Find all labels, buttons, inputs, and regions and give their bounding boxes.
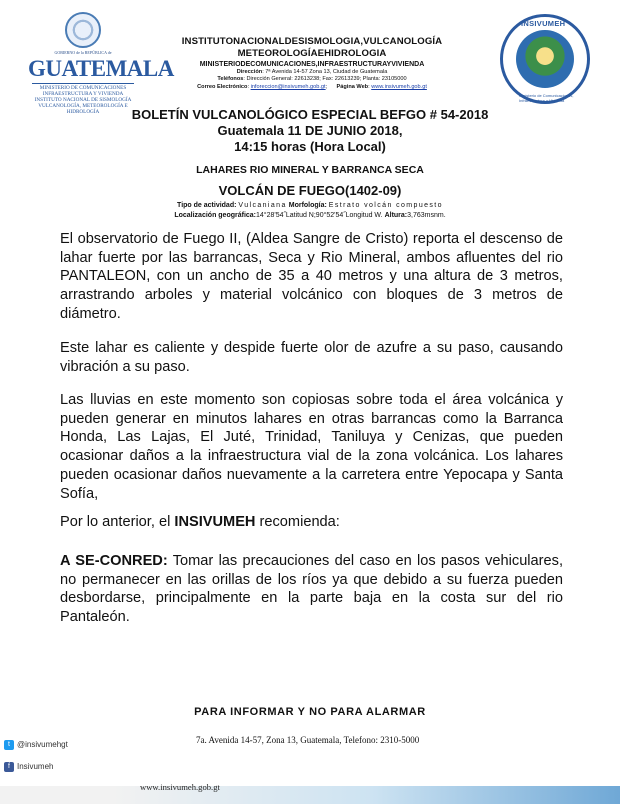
paragraph-rain: Las lluvias en este momento son copiosas sobre toda el área volcánica y pueden generar en minutos lahares en otras barrancas como la Barranca Honda, Las Lajas, El Juté, Trinidad, Taniluya y Cenizas, que pueden ocasionar daños a la infraestructura vial de la zona volcánica. Los lahares pueden ocasionar daños nuevamente a la carretera entre Yepocapa y Santa Sofía,: [60, 392, 563, 502]
institution-name-2: METEOROLOGÍAEHIDROLOGIA: [237, 48, 387, 59]
volcano-name: VOLCÁN DE FUEGO(1402-09): [218, 183, 402, 198]
web-label: Página Web: [336, 83, 369, 90]
twitter-handle[interactable]: [4, 740, 68, 750]
insivumeh-logo-ring: Ministerio de Comunicaciones, Infraestructura y Vivienda: [519, 93, 574, 103]
footer-address: 7a. Avenida 14-57, Zona 13, Guatemala, Telefono: 2310-5000: [196, 735, 420, 745]
address-label: Dirección: [236, 69, 263, 75]
web-link[interactable]: www.insivumeh.gob.gt: [371, 83, 427, 90]
volcano-meta-line-2: [0, 211, 620, 221]
insivumeh-logo-text: INSIVUMEH: [521, 19, 566, 28]
email-link[interactable]: inforeccion@insivumeh.gob.gt: [250, 83, 326, 90]
logo-sub-2: INFRAESTRUCTURA Y VIVIENDA: [42, 91, 124, 97]
institution-header: [142, 36, 482, 91]
insivumeh-logo: [500, 14, 590, 104]
twitter-text: @insivumehgt: [17, 740, 68, 750]
address-value: : 7ª Avenida 14-57 Zona 13, Ciudad de Guatemala: [262, 69, 388, 75]
altitude-value: 3,763msnm.: [407, 212, 446, 219]
footer-website[interactable]: www.insivumeh.gob.gt: [140, 782, 220, 792]
logo-sub-3: INSTITUTO NACIONAL DE SISMOLOGÍA: [34, 97, 132, 103]
conred-text: Tomar las precauciones del caso en los pasos vehiculares, no permanecer en las orillas de los ríos ya que debido a su fuerza pueden desbordarse, principalmente en la parte baja en la costa sur del rio Pantaleón.: [60, 553, 563, 626]
location-value: 14°28'54˝Latitud N;90°52'54˝Longitud W.: [256, 212, 383, 219]
phone-value: : Dirección General: 22613238; Fax: 22613239; Planta: 23105000: [243, 76, 407, 83]
address-line: [142, 69, 482, 76]
phone-line: [142, 76, 482, 83]
bulletin-date: Guatemala 11 DE JUNIO 2018,: [217, 123, 403, 138]
guatemala-logo: [28, 12, 174, 122]
logo-title: GUATEMALA: [28, 56, 174, 81]
conred-label: A SE-CONRED:: [60, 553, 168, 569]
logo-sub-4: VULCANOLOGÍA, METEOROLOGÍA E: [38, 103, 128, 109]
paragraph-lahar: Este lahar es caliente y despide fuerte olor de azufre a su paso, causando vibración a su paso.: [60, 340, 563, 375]
twitter-icon: t: [4, 740, 14, 750]
logo-sub-5: HIDROLOGÍA: [66, 109, 100, 115]
morphology-label: Morfología:: [288, 202, 327, 209]
activity-value: Vulcaniana: [238, 202, 287, 209]
coat-of-arms-icon: [65, 12, 101, 48]
email-label: Correo Electrónico: [197, 83, 248, 90]
logo-small-text: GOBIERNO de la REPÚBLICA de: [54, 50, 112, 55]
morphology-value: Estrato volcán compuesto: [328, 202, 443, 209]
ministry-name: MINISTERIODECOMUNICACIONES,INFRAESTRUCTURAYVIVIENDA: [199, 61, 425, 68]
recommend-org: INSIVUMEH: [174, 514, 256, 530]
volcano-meta: [0, 201, 620, 221]
logo-sub-1: MINISTERIO DE COMUNICACIONES: [39, 85, 127, 91]
recommend-pre: Por lo anterior, el: [60, 514, 175, 530]
location-label: Localización geográfica:: [174, 212, 257, 219]
institution-name: INSTITUTONACIONALDESISMOLOGIA,VULCANOLOGÍA: [181, 36, 443, 47]
bulletin-subject: LAHARES RIO MINERAL Y BARRANCA SECA: [196, 164, 424, 176]
altitude-label: Altura:: [384, 212, 408, 219]
contact-line: Correo Electrónico: inforeccion@insivumeh.gob.gt; Página Web: www.insivumeh.gob.gt: [197, 83, 427, 90]
facebook-text: Insivumeh: [17, 762, 54, 772]
paragraph-recommend: [60, 513, 563, 532]
bulletin-title: BOLETÍN VULCANOLÓGICO ESPECIAL BEFGO # 54-2018: [131, 107, 489, 122]
phone-label: Teléfonos: [217, 76, 244, 83]
paragraph-report: El observatorio de Fuego II, (Aldea Sangre de Cristo) reporta el descenso de lahar fuerte por las barrancas, Seca y Rio Mineral, ambos afluentes del rio PANTALEON, con un ancho de 35 a 40 metros y una altura de 3 metros, arrastrando arboles y material volcánico con bloques de 3 metros de diámetro.: [60, 231, 563, 322]
activity-label: Tipo de actividad:: [177, 202, 237, 209]
logo-divider: [32, 83, 134, 84]
globe-icon: [516, 30, 574, 88]
facebook-icon: f: [4, 762, 14, 772]
volcano-meta-line-1: [0, 201, 620, 211]
slogan: PARA INFORMAR Y NO PARA ALARMAR: [194, 706, 426, 718]
paragraph-conred: [60, 552, 563, 627]
footer-band: [0, 786, 620, 804]
bulletin-time: 14:15 horas (Hora Local): [234, 139, 386, 154]
facebook-handle[interactable]: [4, 762, 53, 772]
recommend-post: recomienda:: [255, 514, 340, 530]
